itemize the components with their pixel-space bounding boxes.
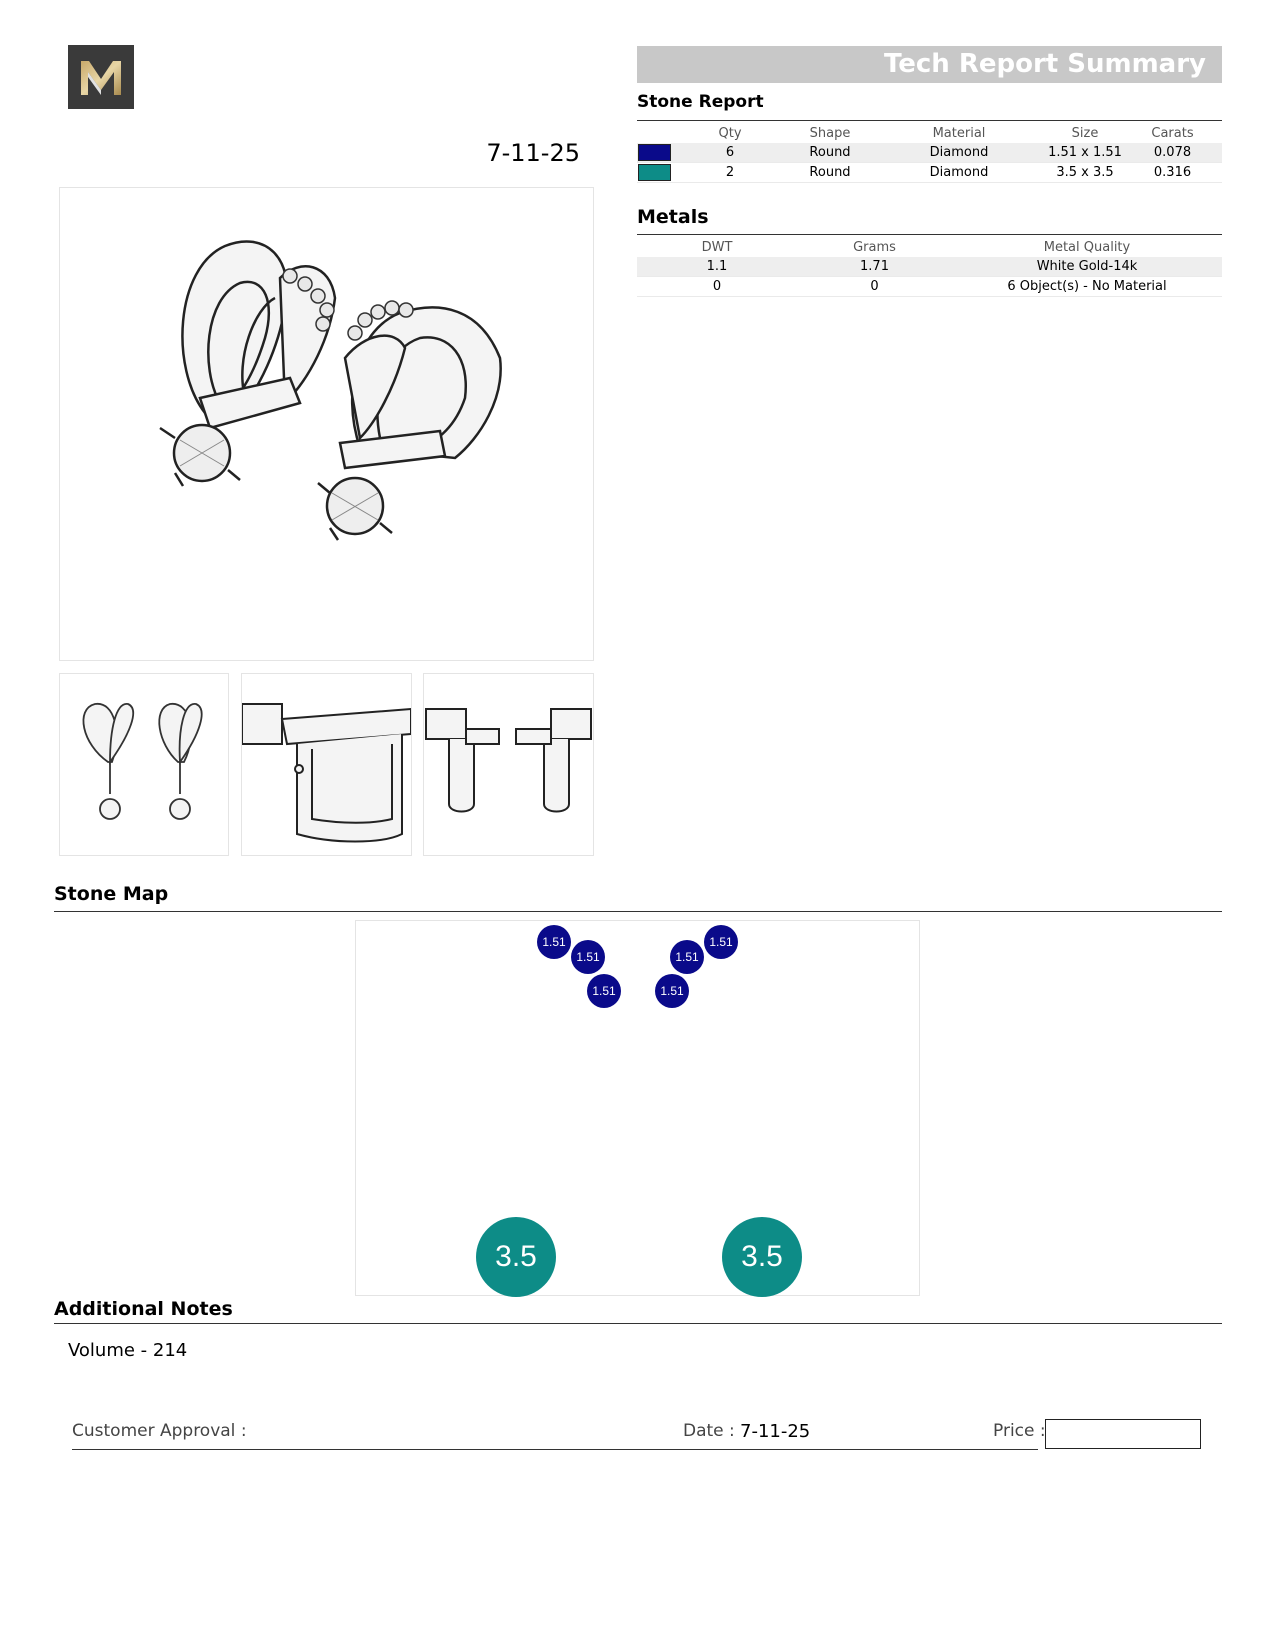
- small-stone-marker: 1.51: [670, 940, 704, 974]
- size-cell: 1.51 x 1.51: [1047, 143, 1123, 163]
- table-header-row: [637, 123, 1222, 143]
- small-stone-marker: 1.51: [587, 974, 621, 1008]
- earring-back-illustration: [424, 674, 593, 855]
- additional-notes-title: Additional Notes: [54, 1298, 233, 1320]
- stone-map: [355, 920, 920, 1296]
- stone-color-cell: [637, 163, 671, 183]
- thumbnail-side-view[interactable]: [241, 673, 412, 856]
- notes-text: Volume - 214: [68, 1340, 188, 1361]
- metals-table: [637, 237, 1222, 297]
- price-field[interactable]: [1045, 1419, 1201, 1449]
- material-cell: Diamond: [871, 143, 1047, 163]
- main-render-image: [59, 187, 594, 661]
- table-row: [637, 277, 1222, 297]
- large-stone-marker: 3.5: [722, 1217, 802, 1297]
- earrings-render-illustration: [60, 188, 593, 660]
- table-row: [637, 143, 1222, 163]
- size-cell: 3.5 x 3.5: [1047, 163, 1123, 183]
- column-header: DWT: [701, 239, 733, 255]
- report-date: 7-11-25: [486, 139, 580, 167]
- metals-title: Metals: [637, 206, 709, 228]
- earrings-front-illustration: [60, 674, 228, 855]
- customer-approval-label: Customer Approval :: [72, 1421, 247, 1441]
- small-stone-marker: 1.51: [655, 974, 689, 1008]
- stone-report-title: Stone Report: [637, 92, 764, 112]
- column-header: Grams: [853, 239, 896, 255]
- stone-report-table: [637, 123, 1222, 183]
- column-header: Qty: [718, 125, 742, 141]
- qty-cell: 2: [671, 163, 789, 183]
- divider: [637, 234, 1222, 235]
- dwt-cell: 1.1: [637, 257, 797, 277]
- divider: [637, 120, 1222, 121]
- grams-cell: 0: [797, 277, 952, 297]
- table-row: [637, 163, 1222, 183]
- material-cell: Diamond: [871, 163, 1047, 183]
- small-stone-marker: 1.51: [537, 925, 571, 959]
- price-label: Price :: [993, 1421, 1046, 1441]
- company-logo: [68, 45, 134, 109]
- logo-m-icon: [68, 45, 134, 109]
- column-header: Metal Quality: [1043, 239, 1131, 255]
- earring-side-illustration: [242, 674, 411, 855]
- approval-date-value: 7-11-25: [740, 1421, 811, 1442]
- thumbnail-back-view[interactable]: [423, 673, 594, 856]
- column-header: Carats: [1151, 125, 1194, 141]
- dwt-cell: 0: [637, 277, 797, 297]
- stone-map-title: Stone Map: [54, 883, 169, 905]
- divider: [54, 1323, 1222, 1324]
- date-label: Date :: [683, 1421, 735, 1441]
- report-title: Tech Report Summary: [883, 49, 1206, 79]
- column-header: [637, 123, 671, 143]
- grams-cell: 1.71: [797, 257, 952, 277]
- stone-color-swatch: [638, 144, 671, 161]
- column-header: Material: [932, 125, 986, 141]
- table-header-row: [637, 237, 1222, 257]
- large-stone-marker: 3.5: [476, 1217, 556, 1297]
- shape-cell: Round: [789, 163, 871, 183]
- carats-cell: 0.078: [1123, 143, 1222, 163]
- thumbnail-front-view[interactable]: [59, 673, 229, 856]
- qty-cell: 6: [671, 143, 789, 163]
- metal-quality-cell: White Gold-14k: [952, 257, 1222, 277]
- stone-color-swatch: [638, 164, 671, 181]
- metal-quality-cell: 6 Object(s) - No Material: [952, 277, 1222, 297]
- report-header-bar: [637, 46, 1222, 83]
- small-stone-marker: 1.51: [571, 940, 605, 974]
- table-row: [637, 257, 1222, 277]
- stone-color-cell: [637, 143, 671, 163]
- shape-cell: Round: [789, 143, 871, 163]
- divider: [54, 911, 1222, 912]
- small-stone-marker: 1.51: [704, 925, 738, 959]
- column-header: Shape: [809, 125, 851, 141]
- carats-cell: 0.316: [1123, 163, 1222, 183]
- column-header: Size: [1071, 125, 1099, 141]
- signature-line[interactable]: [72, 1449, 1038, 1450]
